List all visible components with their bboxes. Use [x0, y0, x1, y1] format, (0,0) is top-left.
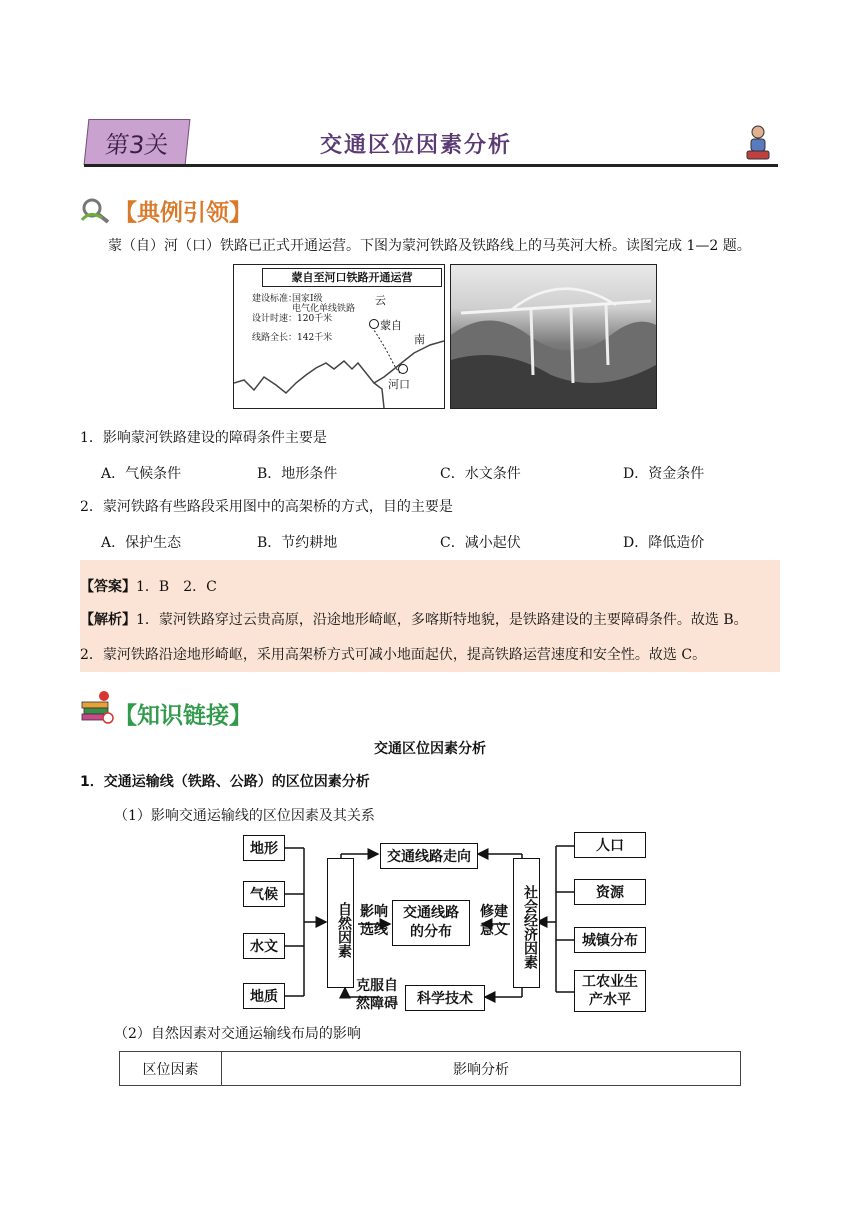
table-header-factor: 区位因素 — [120, 1052, 222, 1085]
mengzi-marker — [369, 319, 379, 329]
knowledge-heading: 【知识链接】 — [114, 703, 252, 729]
factor-resources: 资源 — [574, 879, 646, 905]
knowledge-sub-1: （1）影响交通运输线的区位因素及其关系 — [114, 808, 375, 824]
q1-option-c: C．水文条件 — [440, 466, 521, 482]
magnifier-icon — [80, 196, 112, 224]
route-distribution-box — [392, 900, 470, 946]
industry-line-1: 工农业生 — [582, 974, 638, 990]
overcome-line-2: 然障碍 — [356, 996, 398, 1012]
example-heading: 【典例引领】 — [114, 200, 252, 226]
route-distribution-line-2: 的分布 — [410, 924, 452, 940]
map-label-yun: 云 — [375, 294, 386, 307]
knowledge-title: 交通区位因素分析 — [374, 741, 486, 757]
map-city-hekou: 河口 — [388, 378, 410, 391]
map-length: 线路全长：142千米 — [252, 333, 333, 343]
map-std-line1: 国家Ⅰ级 — [292, 294, 323, 304]
factor-geology: 地质 — [243, 983, 285, 1009]
map-title: 蒙自至河口铁路开通运营 — [262, 268, 442, 287]
knowledge-sub-2: （2）自然因素对交通运输线布局的影响 — [114, 1026, 361, 1042]
factor-towns: 城镇分布 — [574, 927, 646, 953]
bridge-photo — [450, 264, 657, 409]
q1-option-d: D．资金条件 — [623, 466, 705, 482]
q1-option-a: A．气候条件 — [101, 466, 182, 482]
q2-option-c: C．减小起伏 — [440, 535, 521, 551]
map-speed: 设计时速：120千米 — [252, 314, 333, 324]
purpose-label — [477, 903, 511, 939]
example-intro: 蒙（自）河（口）铁路已正式开通运营。下图为蒙河铁路及铁路线上的马英河大桥。读图完成 1—2 题。 — [108, 238, 751, 254]
answer-text: 1．B 2．C — [136, 579, 217, 595]
route-direction-box: 交通线路走向 — [380, 843, 478, 869]
map-std-label: 建设标准： — [252, 294, 298, 304]
factor-industry-agriculture — [574, 970, 646, 1012]
level-tag: 第3关 — [84, 119, 191, 165]
question-1-stem: 1．影响蒙河铁路建设的障碍条件主要是 — [80, 430, 327, 446]
influence-label — [357, 903, 391, 939]
route-distribution-line-1: 交通线路 — [403, 905, 459, 921]
analysis-2: 2．蒙河铁路沿途地形崎岖，采用高架桥方式可减小地面起伏，提高铁路运营速度和安全性。故选 C。 — [80, 647, 707, 663]
natural-factors-box: 自然因素 — [327, 858, 354, 988]
influence-line-1: 影响 — [360, 904, 388, 920]
map-label-nan: 南 — [414, 333, 425, 346]
books-icon — [80, 690, 114, 726]
analysis-label: 【解析】 — [80, 612, 136, 628]
overcome-label — [350, 977, 404, 1013]
factor-population: 人口 — [574, 832, 646, 858]
q2-option-d: D．降低造价 — [623, 535, 705, 551]
factor-hydrology: 水文 — [243, 933, 285, 959]
q2-option-a: A．保护生态 — [101, 535, 182, 551]
reader-figure-icon — [744, 124, 772, 162]
social-factors-box: 社会经济因素 — [513, 858, 540, 988]
q2-option-b: B．节约耕地 — [257, 535, 338, 551]
question-2-stem: 2．蒙河铁路有些路段采用图中的高架桥的方式，目的主要是 — [80, 499, 453, 515]
factor-table — [119, 1051, 741, 1086]
purpose-line-2: 意义 — [480, 922, 508, 938]
industry-line-2: 产水平 — [589, 992, 631, 1008]
bridge-drawing — [451, 265, 656, 408]
map-city-mengzi: 蒙自 — [380, 319, 402, 332]
knowledge-item-1: 1．交通运输线（铁路、公路）的区位因素分析 — [80, 774, 370, 790]
factor-terrain: 地形 — [243, 835, 285, 861]
banner-title: 交通区位因素分析 — [320, 133, 513, 158]
technology-box: 科学技术 — [405, 985, 485, 1011]
purpose-line-1: 修建 — [480, 904, 508, 920]
influence-line-2: 选线 — [360, 922, 388, 938]
analysis-1: 1．蒙河铁路穿过云贵高原，沿途地形崎岖，多喀斯特地貌，是铁路建设的主要障碍条件。故选 B。 — [136, 612, 748, 628]
overcome-line-1: 克服自 — [356, 978, 398, 994]
hekou-marker — [398, 364, 408, 374]
q1-option-b: B．地形条件 — [257, 466, 338, 482]
banner-divider — [84, 164, 778, 167]
factor-climate: 气候 — [243, 881, 285, 907]
answer-label: 【答案】 — [80, 579, 136, 595]
table-header-analysis: 影响分析 — [453, 1061, 509, 1078]
map-std-line2: 电气化单线铁路 — [292, 304, 356, 314]
